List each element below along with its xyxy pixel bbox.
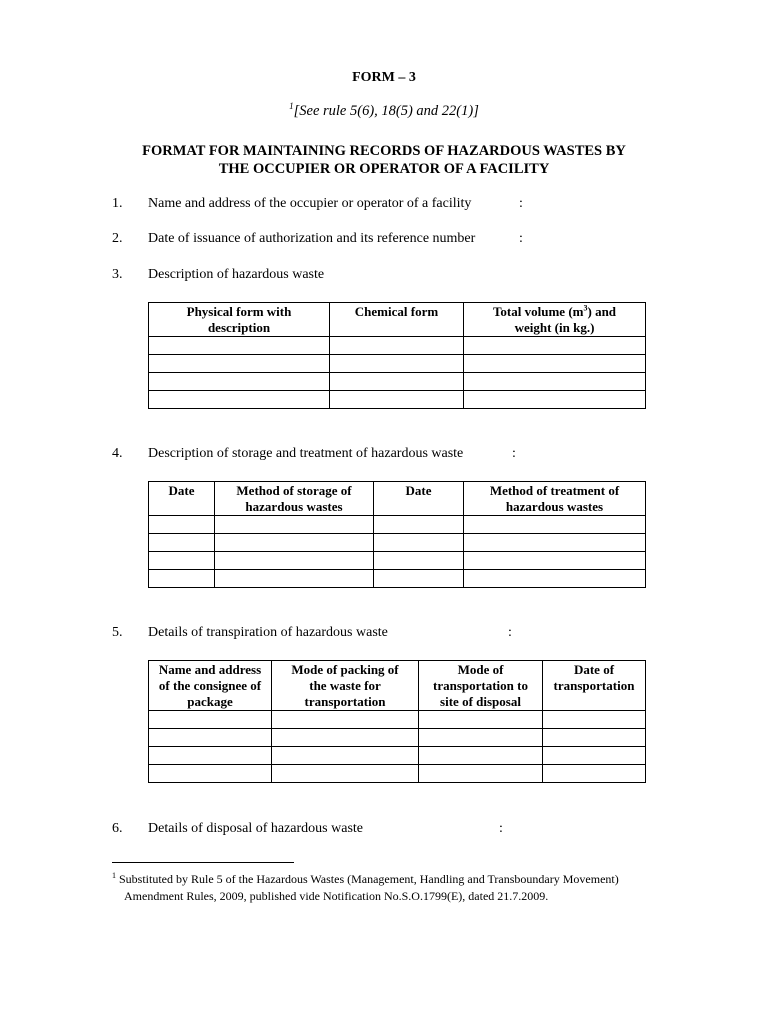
table-cell[interactable] — [215, 552, 374, 570]
table-row — [149, 534, 646, 552]
table-cell[interactable] — [149, 711, 272, 729]
item-text-5: Details of transpiration of hazardous waste — [148, 625, 388, 640]
table-row — [149, 516, 646, 534]
table-row — [149, 337, 646, 355]
item-colon-2: : — [519, 231, 523, 246]
table3-header-transport-date: Date of transportation — [543, 661, 646, 711]
item-colon-4: : — [512, 446, 516, 461]
table-cell[interactable] — [464, 391, 646, 409]
table-cell[interactable] — [149, 570, 215, 588]
table-cell[interactable] — [330, 373, 464, 391]
item-number-5: 5. — [112, 625, 123, 640]
table-cell[interactable] — [272, 729, 419, 747]
table-cell[interactable] — [272, 747, 419, 765]
table-cell[interactable] — [149, 765, 272, 783]
table-row — [149, 391, 646, 409]
table-cell[interactable] — [543, 747, 646, 765]
table-cell[interactable] — [419, 765, 543, 783]
table-cell[interactable] — [149, 516, 215, 534]
table-cell[interactable] — [330, 391, 464, 409]
item-colon-1: : — [519, 196, 523, 211]
table-cell[interactable] — [464, 337, 646, 355]
item-text-3: Description of hazardous waste — [148, 267, 325, 282]
table-cell[interactable] — [330, 355, 464, 373]
table-cell[interactable] — [272, 765, 419, 783]
item-text-6: Details of disposal of hazardous waste — [148, 821, 363, 836]
table-cell[interactable] — [272, 711, 419, 729]
item-number-4: 4. — [112, 446, 123, 461]
item-number-3: 3. — [112, 267, 123, 282]
footnote-number: 1 — [112, 871, 116, 880]
table-cell[interactable] — [149, 337, 330, 355]
footnote-line-2: Amendment Rules, 2009, published vide Notification No.S.O.1799(E), dated 21.7.2009. — [124, 889, 549, 903]
table-cell[interactable] — [330, 337, 464, 355]
table-cell[interactable] — [419, 729, 543, 747]
table-cell[interactable] — [464, 570, 646, 588]
footnote-line-1: Substituted by Rule 5 of the Hazardous Wastes (Management, Handling and Transboundary Movement) — [119, 872, 619, 886]
table3-header-transport-mode: Mode of transportation to site of disposal — [419, 661, 543, 711]
table-cell[interactable] — [419, 747, 543, 765]
transportation-table — [148, 660, 646, 783]
table-row — [149, 747, 646, 765]
table-cell[interactable] — [149, 391, 330, 409]
table-cell[interactable] — [149, 729, 272, 747]
table-cell[interactable] — [419, 711, 543, 729]
form-heading — [0, 142, 768, 178]
heading-line-2: THE OCCUPIER OR OPERATOR OF A FACILITY — [218, 161, 550, 177]
table2-header-method-storage: Method of storage of hazardous wastes — [215, 482, 374, 516]
table-cell[interactable] — [374, 516, 464, 534]
table1-header-physical-form: Physical form with description — [149, 303, 330, 337]
table-cell[interactable] — [215, 516, 374, 534]
table-row — [149, 729, 646, 747]
form-title: FORM – 3 — [352, 70, 416, 85]
item-number-6: 6. — [112, 821, 123, 836]
table2-header-method-treatment: Method of treatment of hazardous wastes — [464, 482, 646, 516]
table-cell[interactable] — [464, 373, 646, 391]
item-text-4: Description of storage and treatment of hazardous waste — [148, 446, 464, 461]
table-cell[interactable] — [374, 570, 464, 588]
table3-header-packing: Mode of packing of the waste for transportation — [272, 661, 419, 711]
table-cell[interactable] — [149, 747, 272, 765]
table-row — [149, 373, 646, 391]
table-cell[interactable] — [215, 534, 374, 552]
heading-line-1: FORMAT FOR MAINTAINING RECORDS OF HAZARDOUS WASTES BY — [142, 143, 626, 159]
table-cell[interactable] — [374, 552, 464, 570]
table-row — [149, 552, 646, 570]
rule-reference — [0, 103, 768, 120]
storage-treatment-table — [148, 481, 646, 588]
item-text-2: Date of issuance of authorization and its reference number — [148, 231, 476, 246]
table-cell[interactable] — [464, 516, 646, 534]
table-cell[interactable] — [543, 711, 646, 729]
table-row — [149, 711, 646, 729]
footnote — [112, 871, 672, 905]
table2-header-date-2: Date — [374, 482, 464, 516]
table-cell[interactable] — [149, 534, 215, 552]
table-row — [149, 570, 646, 588]
table-cell[interactable] — [464, 552, 646, 570]
table-cell[interactable] — [215, 570, 374, 588]
footnote-divider — [112, 862, 294, 863]
table1-header-total-volume: Total volume $(m^3)$ and weight (in kg.) — [464, 303, 646, 337]
table-cell[interactable] — [543, 765, 646, 783]
item-number-2: 2. — [112, 231, 123, 246]
item-colon-6: : — [499, 821, 503, 836]
footnote-marker: 1 — [289, 101, 294, 112]
table-cell[interactable] — [149, 552, 215, 570]
item-text-1: Name and address of the occupier or operator of a facility — [148, 196, 472, 211]
table1-header-chemical-form: Chemical form — [330, 303, 464, 337]
table-cell[interactable] — [464, 355, 646, 373]
table-cell[interactable] — [149, 355, 330, 373]
item-colon-5: : — [508, 625, 512, 640]
hazardous-waste-description-table — [148, 302, 646, 409]
item-number-1: 1. — [112, 196, 123, 211]
table-row — [149, 355, 646, 373]
table-cell[interactable] — [464, 534, 646, 552]
table2-header-date: Date — [149, 482, 215, 516]
rule-reference-text: [See rule 5(6), 18(5) and 22(1)] — [293, 103, 479, 119]
table-row — [149, 765, 646, 783]
table-cell[interactable] — [543, 729, 646, 747]
table-cell[interactable] — [374, 534, 464, 552]
table-cell[interactable] — [149, 373, 330, 391]
table3-header-consignee: Name and address of the consignee of package — [149, 661, 272, 711]
